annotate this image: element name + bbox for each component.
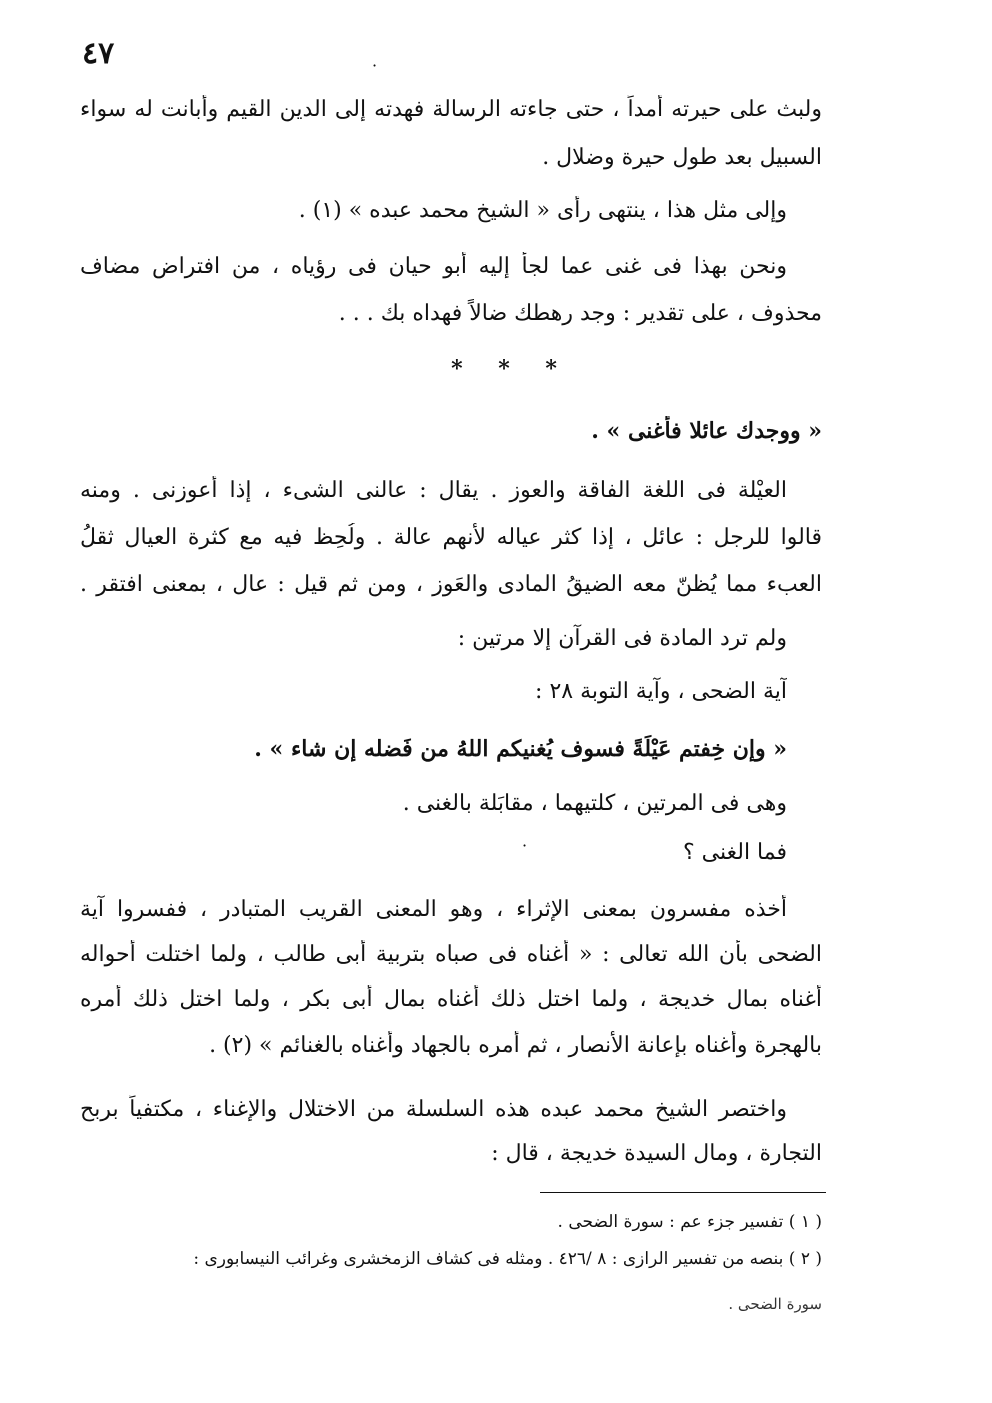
- body-line: أخذه مفسرون بمعنى الإثراء ، وهو المعنى القريب المتبادر ، ففسروا آية: [80, 897, 787, 922]
- body-line: وإلى مثل هذا ، ينتهى رأى « الشيخ محمد عبده » (١) .: [298, 198, 787, 223]
- body-line: محذوف ، على تقدير : وجد رهطك ضالاً فهداه بك . . .: [338, 301, 822, 326]
- body-line: وهى فى المرتين ، كلتيهما ، مقابَلة بالغنى .: [402, 791, 787, 816]
- body-line: بالهجرة وأغناه بإعانة الأنصار ، ثم أمره بالجهاد وأغناه بالغنائم » (٢) .: [209, 1033, 822, 1058]
- body-line: فما الغنى ؟: [682, 840, 787, 865]
- body-line: واختصر الشيخ محمد عبده هذه السلسلة من الاختلال والإغناء ، مكتفياً بربح: [80, 1097, 787, 1122]
- page-number: ٤٧: [82, 36, 115, 71]
- body-line: أغناه بمال خديجة ، ولما اختل ذلك أغناه بمال أبى بكر ، ولما اختل ذلك أمره: [80, 987, 822, 1012]
- footnote-separator: [540, 1192, 826, 1193]
- body-line: الضحى بأن الله تعالى : « أغناه فى صباه بتربية أبى طالب ، ولما اختلت أحواله: [80, 942, 822, 967]
- footnote-2: ( ٢ ) بنصه من تفسير الرازى : ٨ /٤٢٦ . ومثله فى كشاف الزمخشرى وغرائب النيسابورى :: [193, 1249, 822, 1269]
- verse-heading: « ووجدك عائلا فأغنى » .: [591, 418, 822, 444]
- stray-dot: ·: [372, 56, 378, 75]
- footnote-1: ( ١ ) تفسير جزء عم : سورة الضحى .: [557, 1212, 822, 1232]
- body-line: قالوا للرجل : عائل ، إذا كثر عياله لأنهم عالة . ولُحِظ فيه مع كثرة العيال ثقلُ: [80, 525, 822, 550]
- body-line: التجارة ، ومال السيدة خديجة ، قال :: [491, 1141, 822, 1166]
- body-line: ونحن بهذا فى غنى عما لجأ إليه أبو حيان فى رؤياه ، من افتراض مضاف: [80, 254, 787, 279]
- body-line: ولبث على حيرته أمداً ، حتى جاءته الرسالة فهدته إلى الدين القيم وأبانت له سواء: [80, 97, 822, 122]
- footnote-2-continuation: سورة الضحى .: [728, 1295, 822, 1313]
- body-line: العبء مما يُظنّ معه الضيقُ المادى والعَوز ، ومن ثم قيل : عال ، بمعنى افتقر .: [80, 572, 822, 597]
- body-line: السبيل بعد طول حيرة وضلال .: [542, 145, 822, 170]
- body-line: آية الضحى ، وآية التوبة ٢٨ :: [535, 679, 787, 704]
- body-line: العيْلة فى اللغة الفاقة والعوز . يقال : عالنى الشىء ، إذا أعوزنى . ومنه: [80, 478, 787, 503]
- body-line: ولم ترد المادة فى القرآن إلا مرتين :: [457, 626, 787, 651]
- section-separator: * * *: [451, 356, 571, 382]
- stray-dot: ·: [522, 836, 528, 855]
- quran-quote: « وإن خِفتم عَيْلَةً فسوف يُغنيكم اللهُ من فَضله إن شاء » .: [254, 736, 787, 762]
